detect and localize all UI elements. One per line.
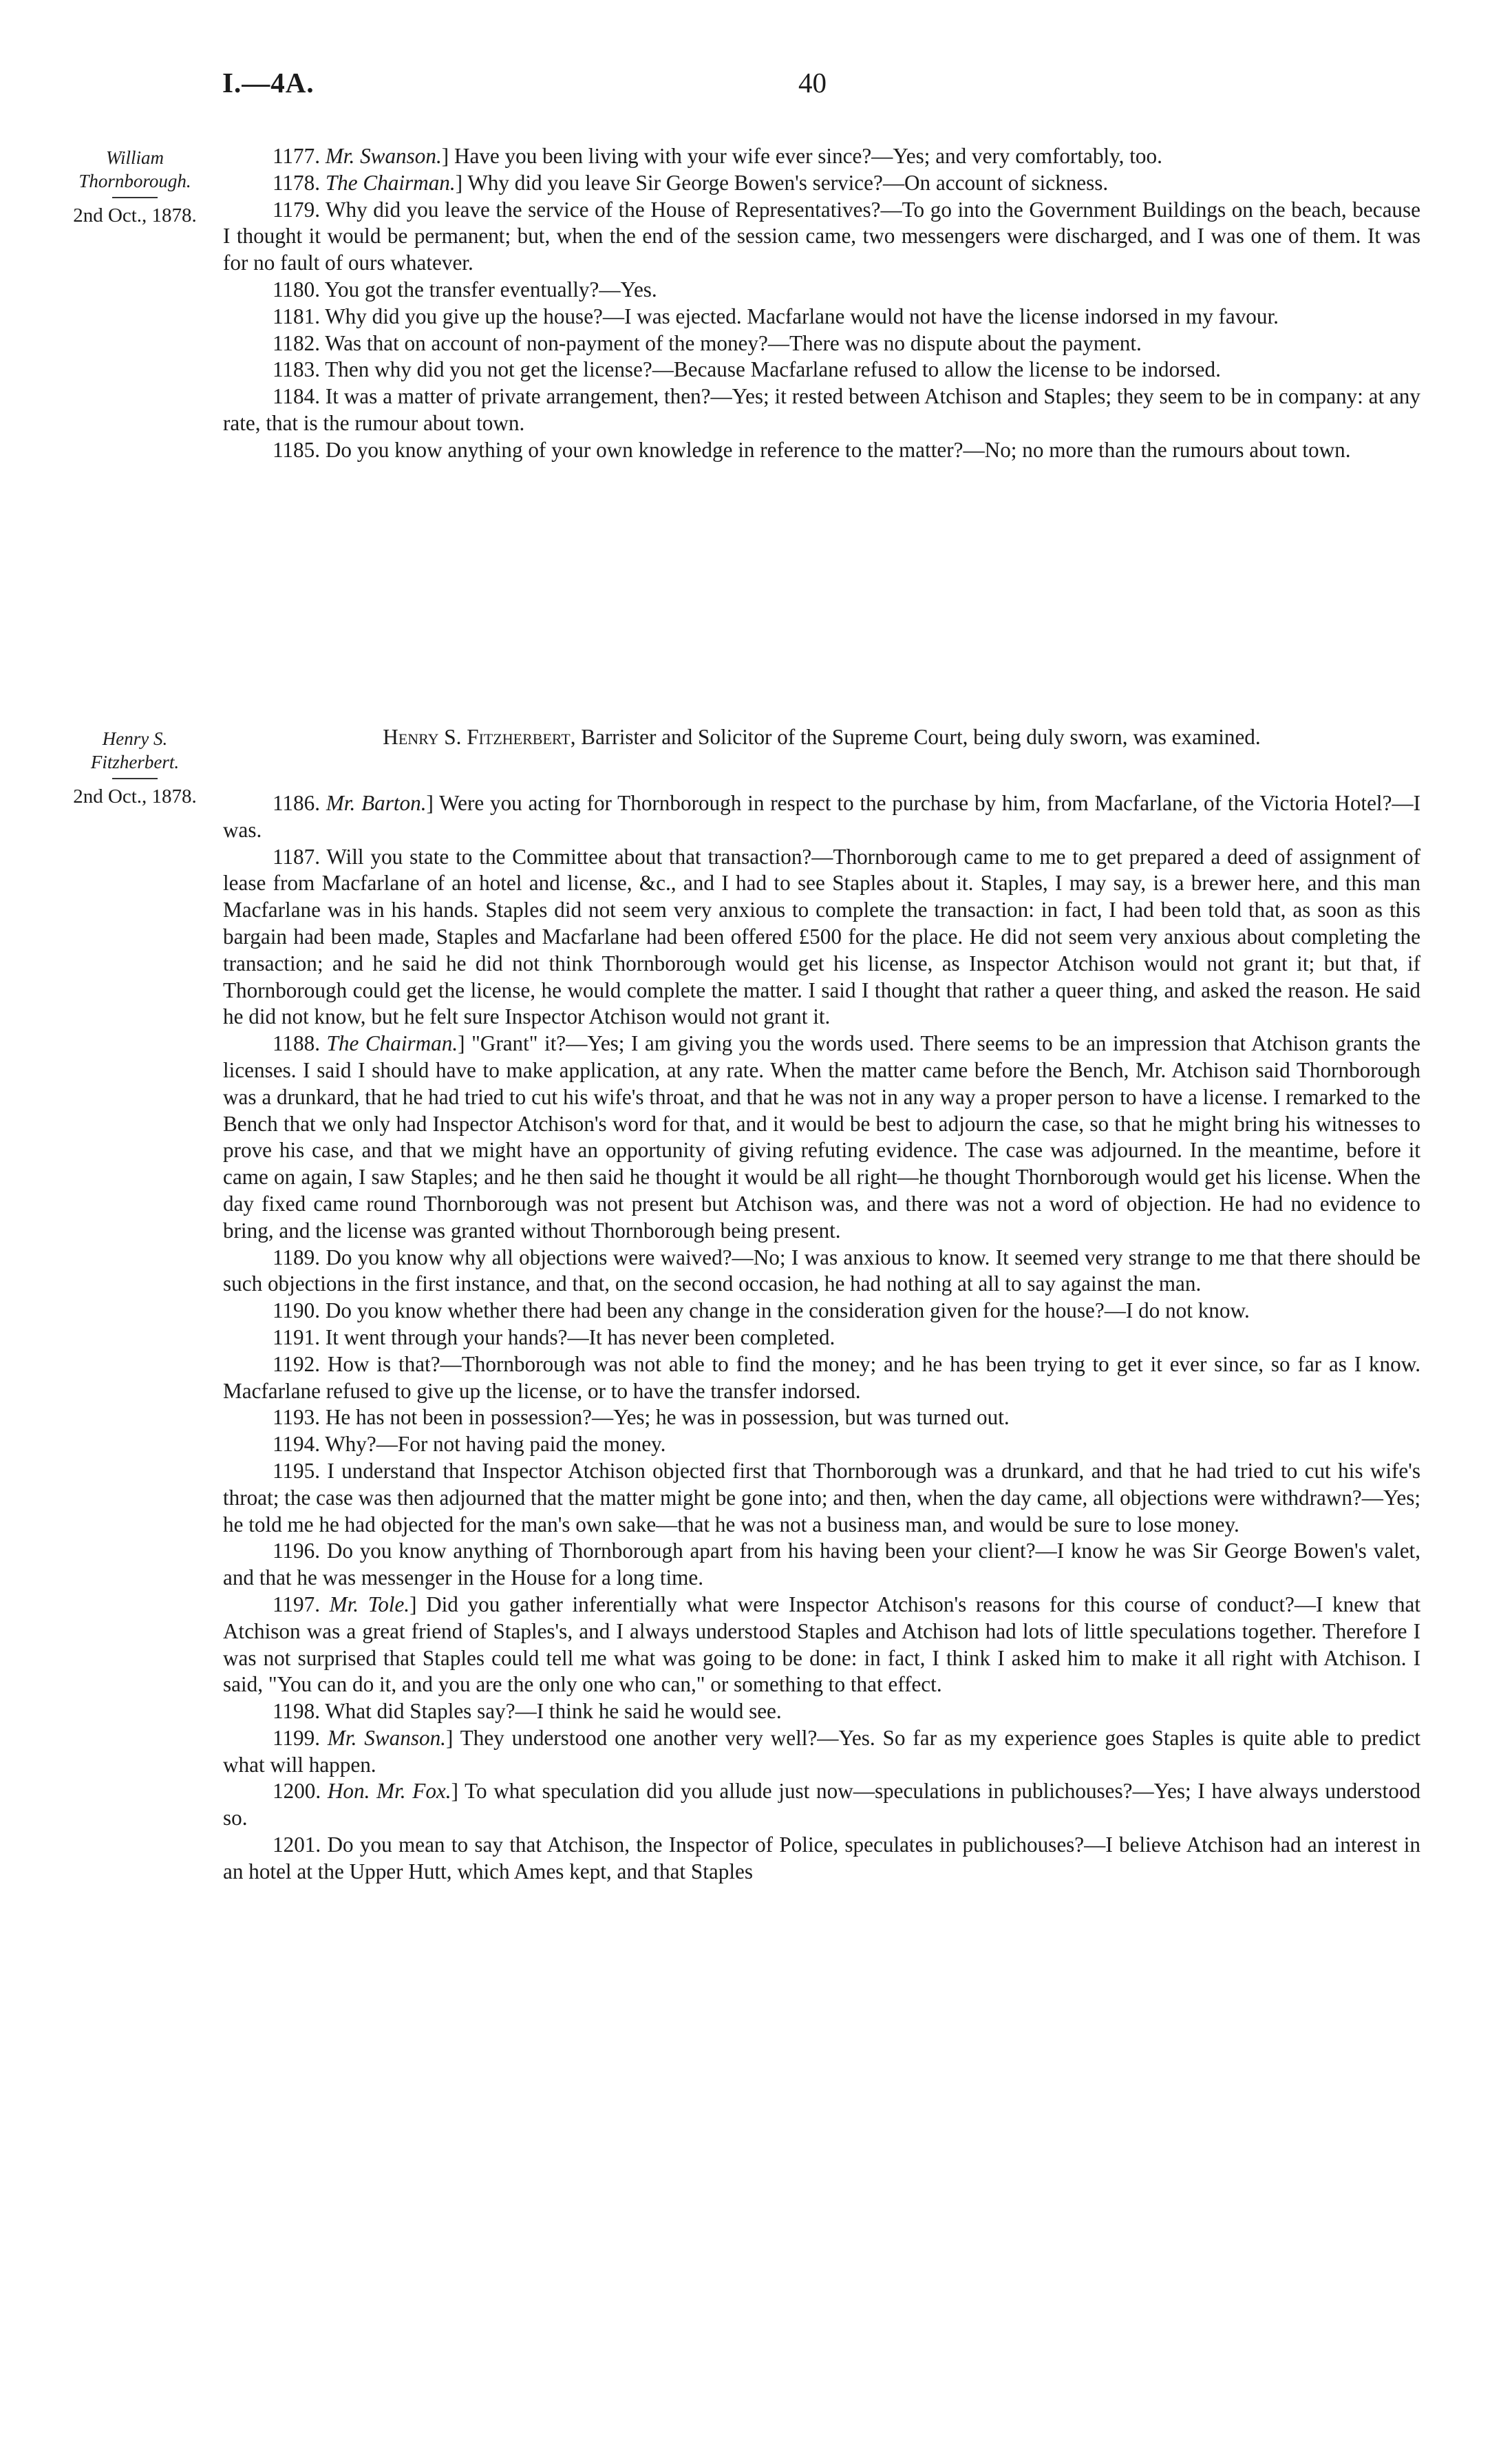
witness-intro-paragraph: Henry S. Fitzherbert, Barrister and Solicitor of the Supreme Court, being duly sworn, was examined. xyxy=(383,725,1261,749)
witness-date: 2nd Oct., 1878. xyxy=(73,785,197,807)
testimony-paragraph: 1200. Hon. Mr. Fox.] To what speculation did you allude just now—speculations in publichouses?—Yes; I have always understood so. xyxy=(223,1779,1421,1830)
testimony-paragraph: 1193. He has not been in possession?—Yes; he was in possession, but was turned out. xyxy=(273,1405,1010,1430)
testimony-paragraph: 1191. It went through your hands?—It has never been completed. xyxy=(273,1324,835,1349)
testimony-paragraph: 1190. Do you know whether there had been any change in the consideration given for the house?—I do not know. xyxy=(273,1298,1250,1323)
testimony-paragraph: 1183. Then why did you not get the license?—Because Macfarlane refused to allow the license to be indorsed. xyxy=(273,357,1221,382)
testimony-paragraph: 1177. Mr. Swanson.] Have you been living with your wife ever since?—Yes; and very comfortably, too. xyxy=(273,144,1162,168)
testimony-paragraph: 1178. The Chairman.] Why did you leave Sir George Bowen's service?—On account of sickness. xyxy=(273,170,1109,195)
testimony-paragraph: 1194. Why?—For not having paid the money. xyxy=(273,1432,666,1457)
witness-first-name: Henry S. xyxy=(102,728,168,749)
testimony-paragraph: 1181. Why did you give up the house?—I was ejected. Macfarlane would not have the license indorsed in my favour. xyxy=(273,304,1279,328)
witness-first-name: William xyxy=(105,147,164,168)
testimony-paragraph: 1198. What did Staples say?—I think he said he would see. xyxy=(273,1699,782,1724)
testimony-paragraph: 1199. Mr. Swanson.] They understood one another very well?—Yes. So far as my experience goes Staples is quite able to predict what will happen. xyxy=(223,1725,1420,1777)
witness-margin-note xyxy=(54,146,216,227)
witness-last-name: Fitzherbert. xyxy=(90,752,180,772)
testimony-paragraph: 1179. Why did you leave the service of the House of Representatives?—To go into the Government Buildings on the beach, because I thought it would be permanent; but, when the end of the session came, two messengers were discharged, and I was one of them. It was for no fault of ours whatever. xyxy=(223,197,1420,275)
witness-margin-note xyxy=(54,727,216,808)
testimony-paragraph: 1189. Do you know why all objections were waived?—No; I was anxious to know. It seemed very strange to me that there should be such objections in the first instance, and that, on the second occasion, he had nothing at all to say against the man. xyxy=(223,1245,1420,1296)
testimony-section-2 xyxy=(223,790,1420,1886)
testimony-section-1 xyxy=(223,143,1420,464)
page-number: 40 xyxy=(798,67,827,98)
testimony-paragraph: 1192. How is that?—Thornborough was not able to find the money; and he has been trying to get it ever since, so far as I know. Macfarlane refused to give up the license, or to have the transfer indorsed. xyxy=(223,1351,1420,1403)
witness-name: Henry S. Fitzherbert xyxy=(383,725,571,749)
witness-introduction xyxy=(223,724,1420,751)
testimony-paragraph: 1180. You got the transfer eventually?—Yes. xyxy=(273,277,657,302)
testimony-paragraph: 1185. Do you know anything of your own knowledge in reference to the matter?—No; no more than the rumours about town. xyxy=(273,437,1351,462)
testimony-paragraph: 1187. Will you state to the Committee about that transaction?—Thornborough came to me to get prepared a deed of assignment of lease from Macfarlane of an hotel and license, &c., and I had to see Staples about it. Staples, I may say, is a brewer here, and this man Macfarlane was in his hands. Staples did not seem very anxious to complete the transaction: in fact, I had been told that, as soon as this bargain had been made, Staples and Macfarlane had been offered £500 for the place. He did not seem very anxious about completing the transaction; and he said he did not think Thornborough would get his license, as Inspector Atchison would not grant it; but that, if Thornborough could get the license, he would complete the matter. I said I thought that rather a queer thing, and asked the reason. He said he did not know, but he felt sure Inspector Atchison would not grant it. xyxy=(223,844,1420,1029)
testimony-paragraph: 1196. Do you know anything of Thornborough apart from his having been your client?—I know he was Sir George Bowen's valet, and that he was messenger in the House for a long time. xyxy=(223,1539,1420,1590)
testimony-paragraph: 1186. Mr. Barton.] Were you acting for Thornborough in respect to the purchase by him, from Macfarlane, of the Victoria Hotel?—I was. xyxy=(223,791,1421,842)
testimony-paragraph: 1201. Do you mean to say that Atchison, the Inspector of Police, speculates in publichouses?—I believe Atchison had an interest in an hotel at the Upper Hutt, which Ames kept, and that Staples xyxy=(223,1833,1420,1883)
witness-date: 2nd Oct., 1878. xyxy=(73,204,197,226)
testimony-paragraph: 1195. I understand that Inspector Atchison objected first that Thornborough was a drunkard, and that he had tried to cut his wife's throat; the case was then adjourned that the matter might be gone into; and then, when the day came, all objections were withdrawn?—Yes; he told me he had objected for the man's own sake—that he was not a business man, and would be sure to lose money. xyxy=(223,1458,1421,1537)
page-reference: I.—4A. xyxy=(222,67,315,98)
testimony-paragraph: 1184. It was a matter of private arrangement, then?—Yes; it rested between Atchison and Staples; they seem to be in company: at any rate, that is the rumour about town. xyxy=(223,384,1420,435)
margin-divider xyxy=(112,778,158,779)
testimony-paragraph: 1197. Mr. Tole.] Did you gather inferentially what were Inspector Atchison's reasons for this course of conduct?—I knew that Atchison was a great friend of Staples's, and I always understood Staples and Atchison had lots of little speculations together. Therefore I was not surprised that Staples could tell me what was going to be done: in fact, I think I asked him to make it all right with Atchison. I said, "You can do it, and you are the only one who can," or something to that effect. xyxy=(223,1592,1420,1697)
testimony-paragraph: 1188. The Chairman.] "Grant" it?—Yes; I am giving you the words used. There seems to be an impression that Atchison grants the licenses. I said I should have to make application, at any rate. When the matter came before the Bench, Mr. Atchison said Thornborough was a drunkard, that he had tried to cut his wife's throat, and that he was not in any way a proper person to have a license. I remarked to the Bench that we only had Inspector Atchison's word for that, and it would be best to adjourn the case, so that he might bring his witnesses to prove his case, and that we might have an opportunity of giving refuting evidence. The case was adjourned. In the meantime, before it came on again, I saw Staples; and he then said he thought it would be all right—he thought Thornborough would get his license. When the day fixed came round Thornborough was not present but Atchison was, and there was not a word of objection. He had no evidence to bring, and the license was granted without Thornborough being present. xyxy=(223,1031,1420,1243)
margin-divider xyxy=(112,197,158,198)
witness-last-name: Thornborough. xyxy=(78,171,191,191)
testimony-paragraph: 1182. Was that on account of non-payment of the money?—There was no dispute about the payment. xyxy=(273,330,1142,355)
